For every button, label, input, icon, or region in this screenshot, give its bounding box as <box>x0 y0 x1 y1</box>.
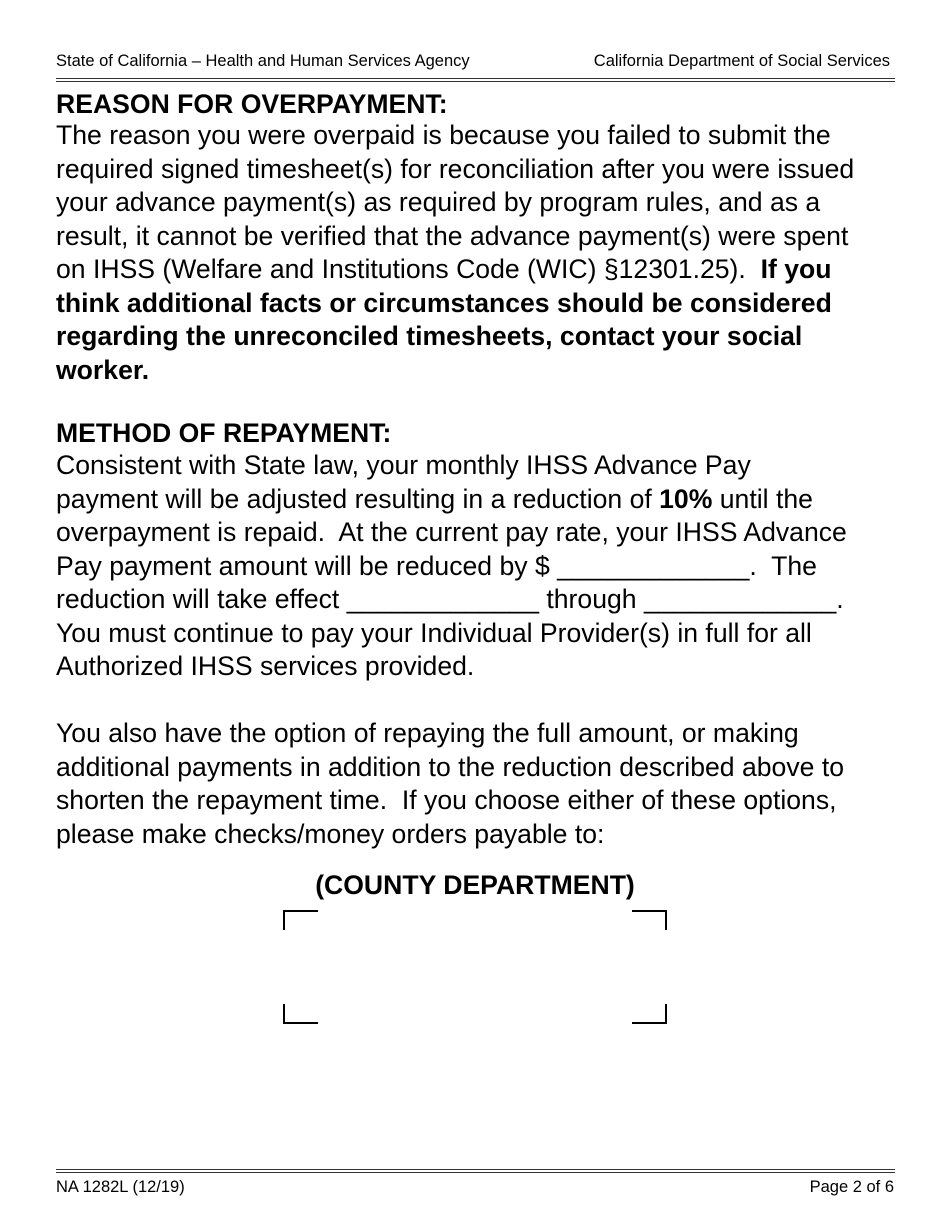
text-line <box>56 153 854 185</box>
footer-rule <box>56 1172 895 1173</box>
text-segment: Pay payment amount will be reduced by $ _____________. The <box>56 550 817 581</box>
text-line <box>56 784 837 816</box>
header-department: California Department of Social Services <box>593 52 890 70</box>
bracket-top-left <box>283 910 318 930</box>
bold-text: think additional facts or circumstances should be considered <box>56 287 832 318</box>
bold-text: worker. <box>56 354 150 385</box>
bracket-top-right <box>632 910 667 930</box>
text-line <box>56 516 847 548</box>
text-segment: result, it cannot be verified that the advance payment(s) were spent <box>56 220 849 251</box>
text-segment: additional payments in addition to the reduction described above to <box>56 751 844 782</box>
text-segment: overpayment is repaid. At the current pay rate, your IHSS Advance <box>56 517 847 547</box>
bold-text: If you <box>760 254 832 284</box>
text-segment: The reason you were overpaid is because you failed to submit the <box>56 120 831 150</box>
page-number: Page 2 of 6 <box>809 1178 894 1196</box>
text-line <box>56 650 474 682</box>
text-line <box>56 119 831 151</box>
bracket-bottom-left <box>283 1004 318 1024</box>
bold-text: regarding the unreconciled timesheets, contact your social <box>56 321 803 351</box>
text-segment: You must continue to pay your Individual Provider(s) in full for all <box>56 617 812 648</box>
text-segment: You also have the option of repaying the full amount, or making <box>56 718 799 748</box>
text-segment: please make checks/money orders payable to: <box>56 818 605 849</box>
text-segment: required signed timesheet(s) for reconciliation after you were issued <box>56 153 855 184</box>
text-line <box>56 751 844 783</box>
header-rule <box>56 81 895 82</box>
text-line <box>56 320 802 352</box>
text-line <box>56 354 149 386</box>
text-line <box>56 186 820 218</box>
text-line <box>56 483 813 515</box>
text-segment: Consistent with State law, your monthly IHSS Advance Pay <box>56 450 751 480</box>
text-line <box>56 449 751 481</box>
text-segment: reduction will take effect _____________ through _____________. <box>56 584 844 614</box>
section-heading: REASON FOR OVERPAYMENT: <box>56 89 448 119</box>
text-line <box>56 717 799 749</box>
text-segment: on IHSS (Welfare and Institutions Code (WIC) §12301.25). <box>56 254 761 284</box>
text-line <box>56 550 817 582</box>
text-line <box>56 583 844 615</box>
header-rule <box>56 78 895 79</box>
text-segment: Authorized IHSS services provided. <box>56 651 475 681</box>
text-line <box>56 287 832 319</box>
text-line <box>56 253 832 285</box>
payee-label: (COUNTY DEPARTMENT) <box>315 870 635 900</box>
form-number: NA 1282L (12/19) <box>56 1178 185 1196</box>
footer-rule <box>56 1169 895 1170</box>
text-segment: your advance payment(s) as required by program rules, and as a <box>56 187 821 217</box>
text-line <box>56 617 812 649</box>
text-line <box>56 818 604 850</box>
text-segment: until the <box>712 483 813 514</box>
section-heading: METHOD OF REPAYMENT: <box>56 418 392 448</box>
text-segment: shorten the repayment time. If you choose either of these options, <box>56 785 837 815</box>
bracket-bottom-right <box>632 1004 667 1024</box>
text-segment: payment will be adjusted resulting in a reduction of <box>56 483 660 514</box>
header-agency: State of California – Health and Human Services Agency <box>56 52 470 70</box>
text-line <box>56 220 848 252</box>
bold-text: 10% <box>659 483 713 514</box>
